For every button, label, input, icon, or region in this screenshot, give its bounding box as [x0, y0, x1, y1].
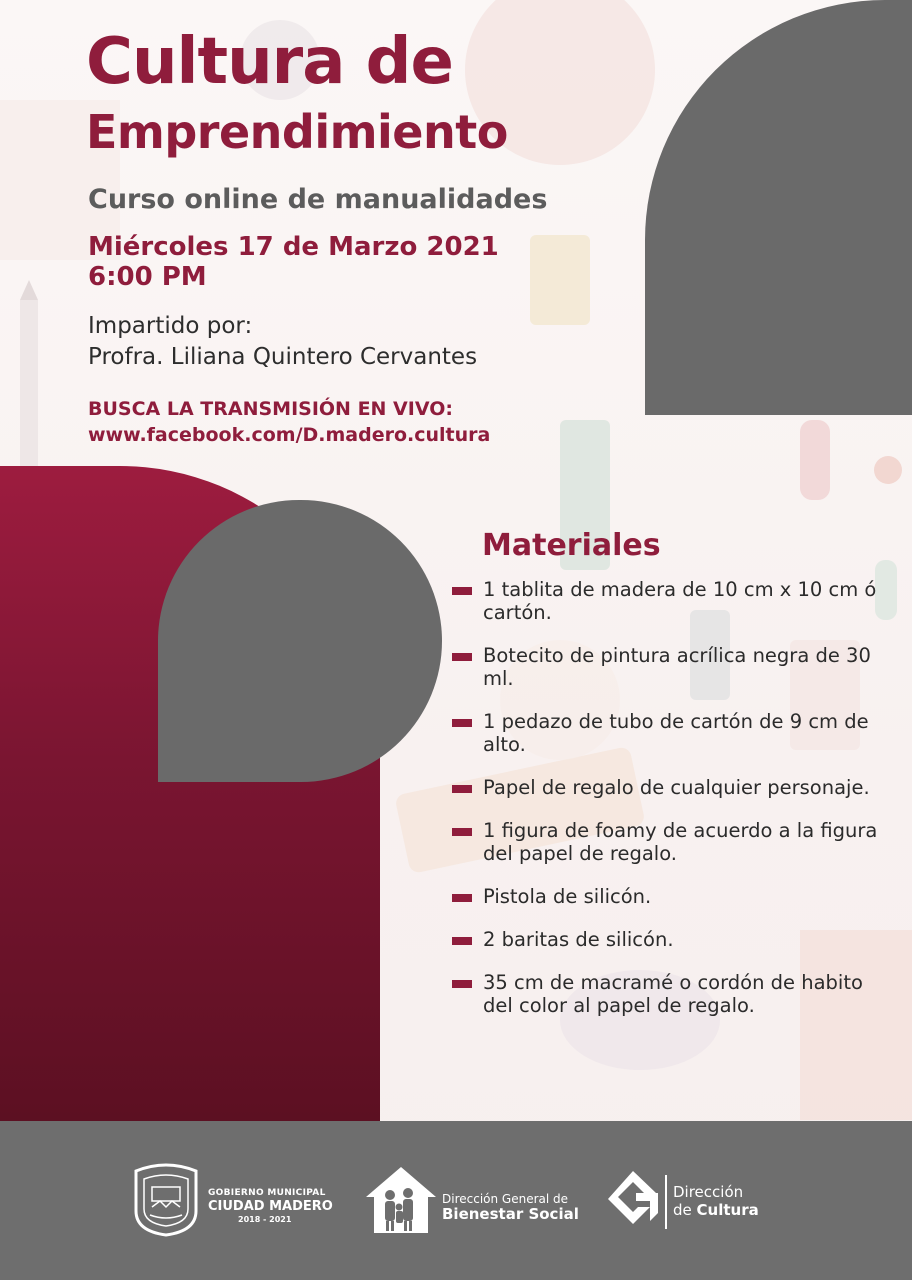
bullet-bar: [452, 653, 472, 661]
family-house-icon: [362, 1163, 440, 1235]
footer-bar: [0, 1121, 912, 1280]
municipal-crest-icon: [130, 1161, 202, 1237]
bullet-bar: [452, 785, 472, 793]
material-text: 35 cm de macramé o cordón de habito del color al papel de regalo.: [483, 971, 863, 1017]
instructor-name: Profra. Liliana Quintero Cervantes: [88, 344, 478, 370]
material-text: 1 figura de foamy de acuerdo a la figura del papel de regalo.: [483, 819, 878, 865]
bullet-bar: [452, 828, 472, 836]
material-text: 1 tablita de madera de 10 cm x 10 cm ó cartón.: [483, 578, 877, 624]
bullet-bar: [452, 937, 472, 945]
bienestar-line-2: Bienestar Social: [442, 1205, 579, 1223]
material-item: [452, 971, 892, 1017]
material-item: [452, 710, 892, 756]
material-text: Pistola de silicón.: [483, 885, 652, 908]
material-item: [452, 776, 892, 799]
cultura-line-2-bold: Cultura: [696, 1201, 759, 1219]
bullet-bar: [452, 719, 472, 727]
materials-list: [452, 578, 892, 1037]
event-date: Miércoles 17 de Marzo 2021: [88, 232, 499, 262]
logo-divider: [665, 1175, 667, 1229]
municipal-line-2: CIUDAD MADERO: [208, 1199, 333, 1214]
material-text: 1 pedazo de tubo de cartón de 9 cm de alto.: [483, 710, 869, 756]
cultura-line-2-prefix: de: [673, 1201, 697, 1219]
title-line-1: Cultura de: [86, 25, 453, 99]
cultura-logo-text: [673, 1183, 813, 1219]
bullet-bar: [452, 587, 472, 595]
cultura-mark-icon: [606, 1169, 660, 1233]
bienestar-logo-text: [442, 1192, 602, 1223]
event-time: 6:00 PM: [88, 262, 207, 292]
bienestar-line-1: Dirección General de: [442, 1192, 569, 1206]
live-stream-label: BUSCA LA TRANSMISIÓN EN VIVO:: [88, 398, 453, 420]
municipal-logo-text: [208, 1187, 348, 1225]
material-text: Botecito de pintura acrílica negra de 30 ml.: [483, 644, 871, 690]
material-item: [452, 578, 892, 624]
title-line-2: Emprendimiento: [86, 105, 508, 159]
material-item: [452, 885, 892, 908]
material-text: Papel de regalo de cualquier personaje.: [483, 776, 870, 799]
instructor-label: Impartido por:: [88, 313, 253, 339]
material-item: [452, 928, 892, 951]
material-item: [452, 644, 892, 690]
municipal-line-1: GOBIERNO MUNICIPAL: [208, 1188, 326, 1198]
materials-title: Materiales: [482, 528, 661, 563]
grey-leaf-shape: [158, 500, 442, 782]
cultura-line-2: [673, 1201, 813, 1219]
municipal-line-3: 2018 - 2021: [238, 1215, 292, 1224]
material-text: 2 baritas de silicón.: [483, 928, 674, 951]
bullet-bar: [452, 894, 472, 902]
bullet-bar: [452, 980, 472, 988]
material-item: [452, 819, 892, 865]
live-stream-link[interactable]: www.facebook.com/D.madero.cultura: [88, 424, 491, 446]
subtitle: Curso online de manualidades: [88, 184, 548, 215]
cultura-line-1: Dirección: [673, 1183, 744, 1201]
